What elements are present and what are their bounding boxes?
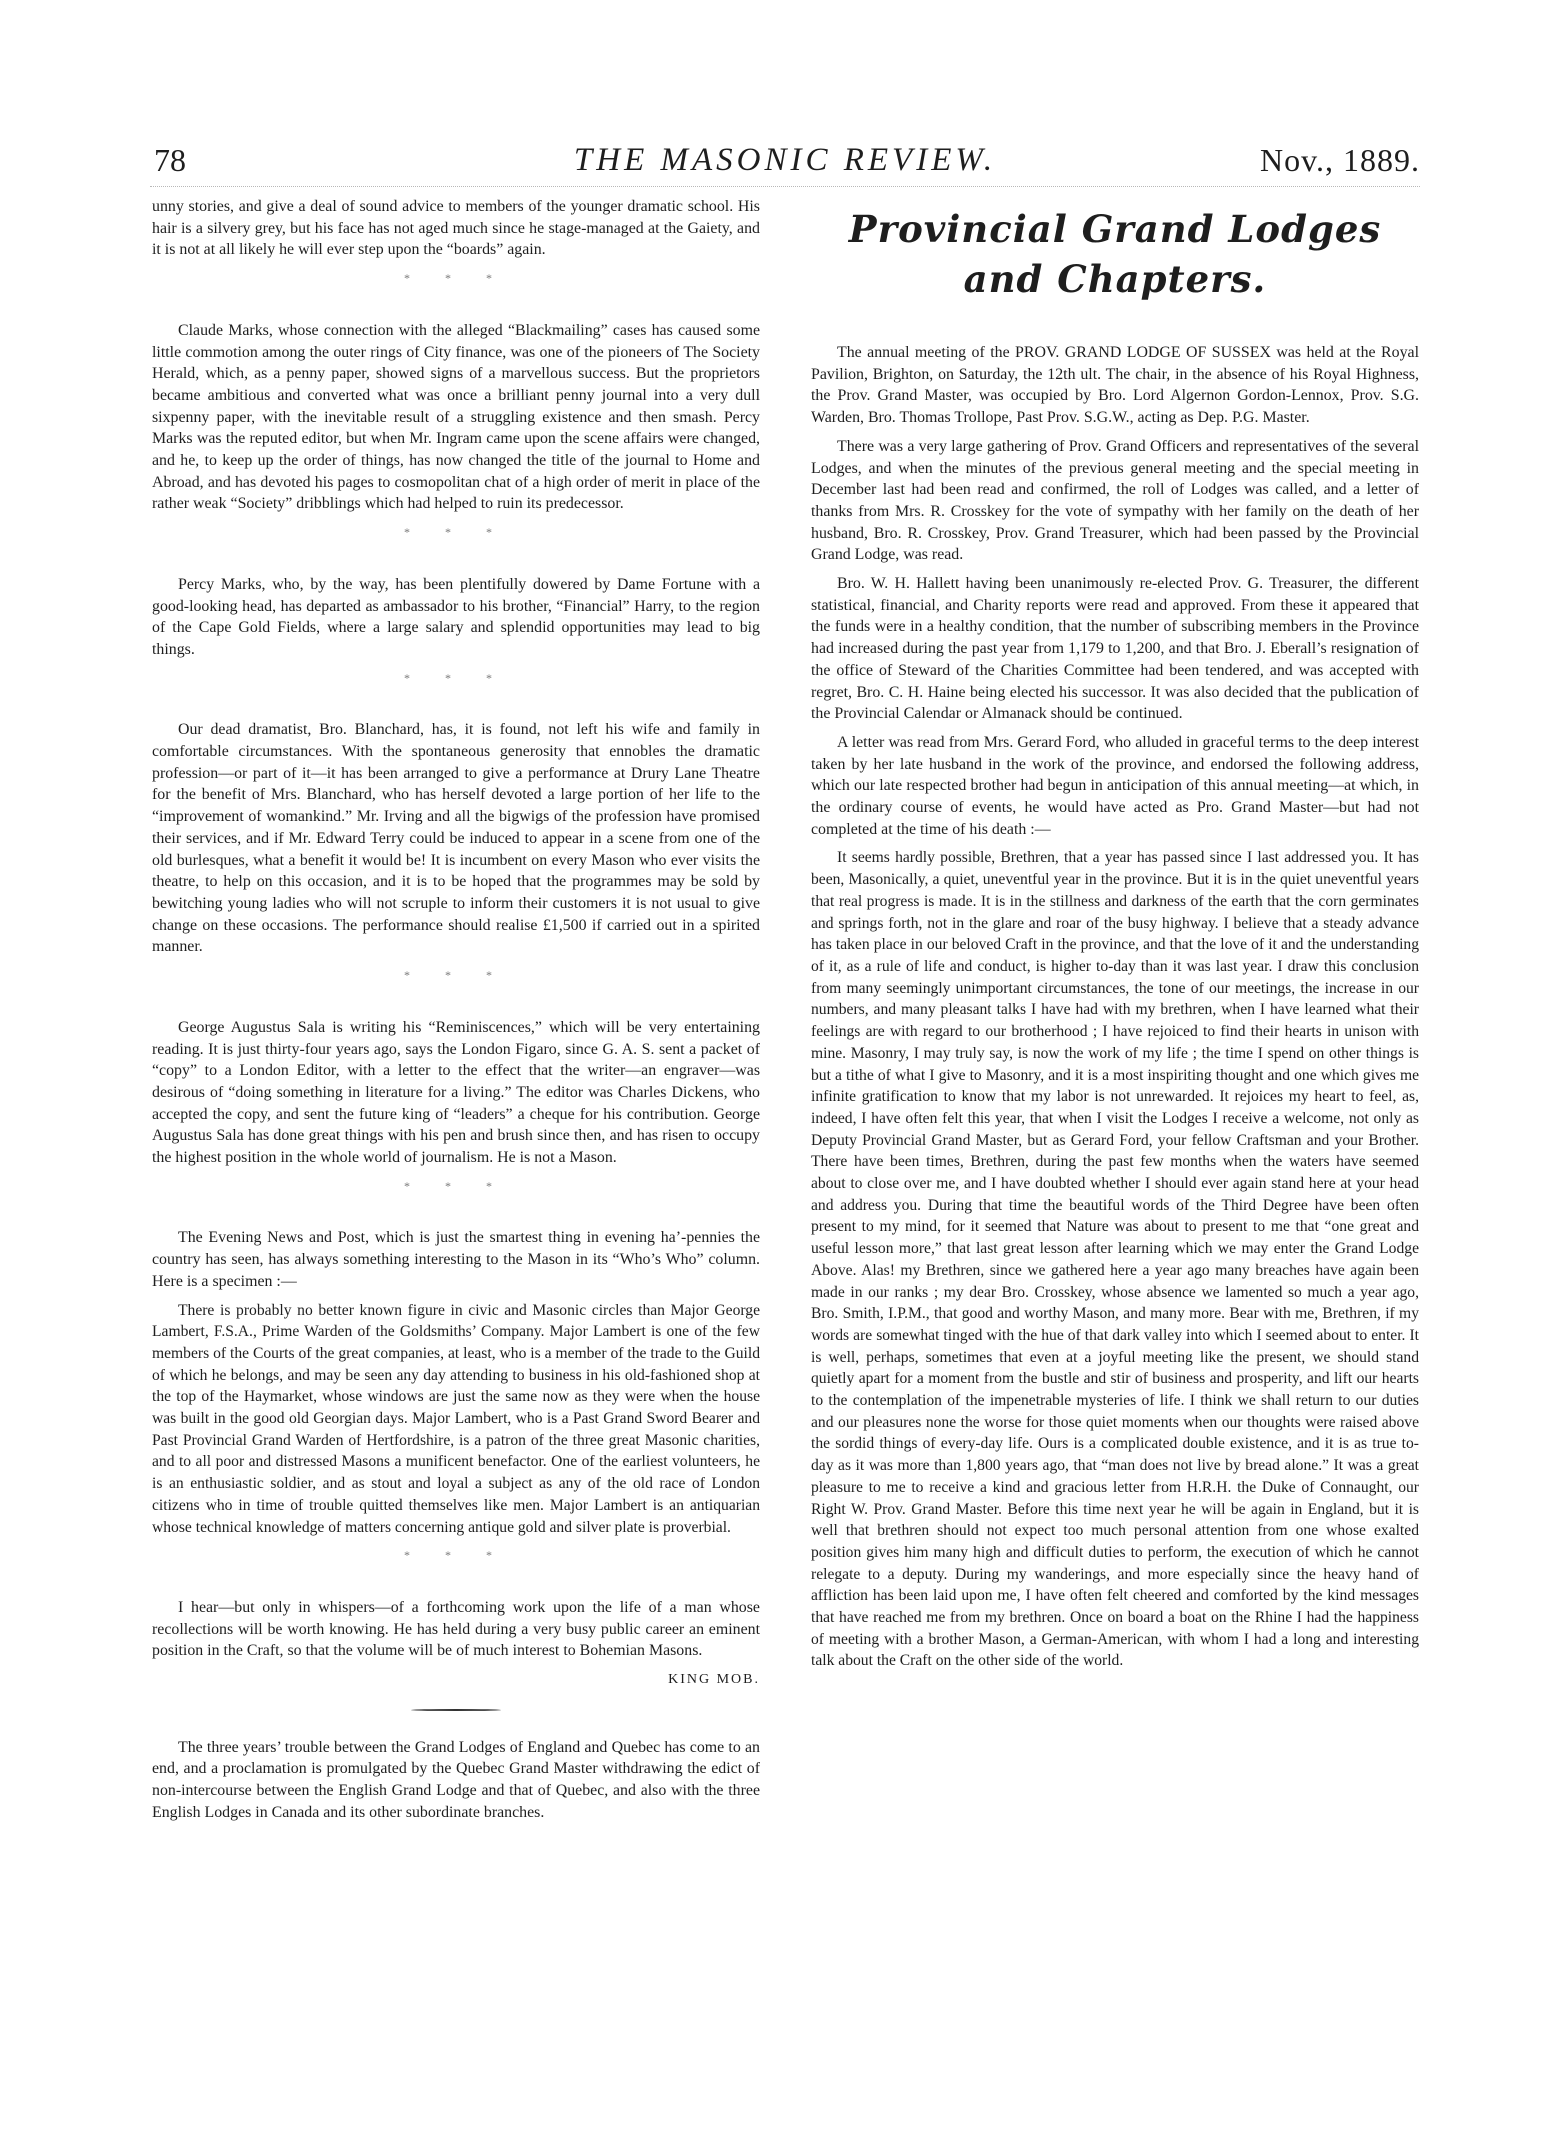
paragraph: The Evening News and Post, which is just the smartest thing in evening ha’-pennies the country has seen, has always something interesting to the Mason in its “Who’s Who” column. Here is a specimen :— bbox=[152, 1229, 760, 1290]
divider-rule bbox=[411, 1709, 501, 1711]
section-separator: * * * bbox=[404, 525, 508, 540]
section-separator: * * * bbox=[404, 271, 508, 286]
heading-line: Provincial Grand Lodges bbox=[848, 207, 1382, 251]
running-title: THE MASONIC REVIEW. bbox=[573, 142, 997, 178]
section-separator: * * * bbox=[404, 968, 508, 983]
quoted-address: It seems hardly possible, Brethren, that a year has passed since I last addressed you. It has been, Masonically, a quiet, uneventful year in the province. But it is in the quiet uneventful years that real progress is made. It is in the stillness and darkness of the earth that the corn germinates and springs forth, not in the glare and roar of the busy highway. I believe that a steady advance has taken place in our beloved Craft in the province, and that the love of it and the understanding of it, as a rule of life and conduct, is higher to-day than it was last year. I draw this conclusion from many seemingly unimportant circumstances, the tone of our meetings, the increase in our numbers, and many pleasant talks I have had with my brethren, when I have learned what their feelings are with regard to our brotherhood ; I have rejoiced to find their hearts in unison with mine. Masonry, I may truly say, is now the work of my life ; the time I spend on other things is but a tithe of what I give to Masonry, and it is a most inspiriting thought and one which gives me infinite gratification to know that my labor is not unrewarded. It rejoices my heart to feel, as, indeed, I have often felt this year, that when I visit the Lodges I receive a welcome, not only as Deputy Provincial Grand Master, but as Gerard Ford, your fellow Craftsman and your Brother. There have been times, Brethren, during the past few months when the waters have seemed about to close over me, and I have doubted whether I should ever again stand here at your head and address you. During that time the beautiful words of the Third Degree have been often present to my mind, for it seemed that Nature was about to present to me that “one great and useful lesson more,” that last great lesson after learning which we may enter the Grand Lodge Above. Alas! my Brethren, since we gathered here a year ago many breaches have again been made in our ranks ; my dear Bro. Crosskey, whose absence we lamented so much a year ago, Bro. Smith, I.P.M., that good and worthy Mason, and many more. Bear with me, Brethren, if my words are somewhat tinged with the hue of that dark valley into which I seemed about to enter. It is well, perhaps, sometimes that even at a joyful meeting like the present, we should stand quietly apart for a moment from the bustle and stir of business and prosperity, and lift our hearts to the contemplation of the impenetrable mysteries of life. I think we shall return to our duties and our pleasures none the worse for those quiet moments when our thoughts were raised above the sordid things of every-day life. Ours is a complicated double existence, and it is as true to-day as it was more than 1,800 years ago, that “man does not live by bread alone.” It was a great pleasure to me to receive a kind and gracious letter from H.R.H. the Duke of Connaught, our Right W. Prov. Grand Master. Before this time next year he will be again in England, but it is well that brethren should not expect too much personal attention from one whose exalted position gives him many high and difficult duties to perform, the execution of which he cannot relegate to a deputy. During my wanderings, and more especially since the heavy hand of affliction has been laid upon me, I have often felt cheered and comforted by the kind messages that have reached me from my brethren. Once on board a boat on the Rhine I had the happiness of meeting with a brother Mason, a German-American, with whom I had a long and interesting talk about the Craft on the other side of the world. bbox=[811, 849, 1419, 1670]
header-rule bbox=[150, 186, 1420, 187]
paragraph: The three years’ trouble between the Grand Lodges of England and Quebec has come to an end, and a proclamation is promulgated by the Quebec Grand Master withdrawing the edict of non-intercourse between the English Grand Lodge and that of Quebec, and also with the three English Lodges in Canada and its other subordinate branches. bbox=[152, 1738, 760, 1821]
paragraph: I hear—but only in whispers—of a forthcoming work upon the life of a man whose recollections will be worth knowing. He has held during a very busy public career an eminent position in the Craft, so that the volume will be of much interest to Bohemian Masons. bbox=[152, 1598, 760, 1660]
heading-line: and Chapters. bbox=[963, 257, 1267, 301]
paragraph: unny stories, and give a deal of sound advice to members of the younger dramatic school. His hair is a silvery grey, but his face has not aged much since he stage-managed at the Gaiety, and it is not at all likely he will ever step upon the “boards” again. bbox=[152, 198, 760, 259]
quoted-paragraph: There is probably no better known figure in civic and Masonic circles than Major George Lambert, F.S.A., Prime Warden of the Goldsmiths’ Company. Major Lambert is one of the few members of the Courts of the great companies, at least, who is a member of the trade to the Guild of which he belongs, and may be seen any day attending to business in his old-fashioned shop at the top of the Haymarket, whose windows are just the same now as they were when the house was built in the good old Georgian days. Major Lambert, who is a Past Grand Sword Bearer and Past Provincial Grand Warden of Hertfordshire, is a patron of the three great Masonic charities, and to all poor and distressed Masons a munificent benefactor. One of the earliest volunteers, he is an enthusiastic soldier, and as stout and loyal a subject as any of the old race of London citizens who in time of trouble quitted themselves like men. Major Lambert is an antiquarian whose technical knowledge of matters concerning antique gold and silver plate is proverbial. bbox=[152, 1301, 760, 1536]
paragraph: Percy Marks, who, by the way, has been plentifully dowered by Dame Fortune with a good-looking head, has departed as ambassador to his brother, “Financial” Harry, to the region of the Cape Gold Fields, where a large salary and splendid opportunities may lead to big things. bbox=[152, 575, 760, 658]
paragraph: The annual meeting of the PROV. GRAND LODGE OF SUSSEX was held at the Royal Pavilion, Brighton, on Saturday, the 12th ult. The chair, in the absence of his Royal Highness, the Prov. Grand Master, was occupied by Bro. Lord Algernon Gordon-Lennox, Prov. S.G. Warden, Bro. Thomas Trollope, Past Prov. S.G.W., acting as Dep. P.G. Master. bbox=[811, 344, 1419, 427]
left-column bbox=[152, 196, 760, 2136]
right-column bbox=[811, 196, 1419, 2136]
author-signature: KING MOB. bbox=[668, 1672, 760, 1688]
paragraph: There was a very large gathering of Prov. Grand Officers and representatives of the several Lodges, and when the minutes of the previous general meeting and the special meeting in December last had been read and confirmed, the roll of Lodges was called, and a letter of thanks from Mrs. R. Crosskey for the vote of sympathy with her family on the death of her husband, Bro. R. Crosskey, Prov. Grand Treasurer, which had been passed by the Provincial Grand Lodge, was read. bbox=[811, 437, 1419, 564]
section-separator: * * * bbox=[404, 670, 508, 685]
paragraph: A letter was read from Mrs. Gerard Ford, who alluded in graceful terms to the deep interest taken by her late husband in the work of the province, and endorsed the following address, which our late respected brother had begun in anticipation of this annual meeting—at which, in the ordinary course of events, he would have acted as Pro. Grand Master—but had not completed at the time of his death :— bbox=[811, 733, 1419, 838]
issue-date: Nov., 1889. bbox=[1259, 142, 1420, 178]
page-number: 78 bbox=[154, 142, 186, 178]
paragraph: Claude Marks, whose connection with the alleged “Blackmailing” cases has caused some little commotion among the outer rings of City finance, was one of the pioneers of The Society Herald, which, as a penny paper, showed signs of a marvellous success. But the proprietors became ambitious and converted what was once a brilliant penny journal into a very dull sixpenny paper, with the inevitable result of a struggling existence and then smash. Percy Marks was the reputed editor, but when Mr. Ingram came upon the scene affairs were changed, and he, to keep up the order of things, has now changed the title of the journal to Home and Abroad, and has devoted his pages to cosmopolitan chat of a high order of merit in place of the rather weak “Society” dribblings which had helped to ruin its predecessor. bbox=[152, 321, 760, 513]
paragraph: Bro. W. H. Hallett having been unanimously re-elected Prov. G. Treasurer, the different statistical, financial, and Charity reports were read and approved. From these it appeared that the funds were in a healthy condition, that the number of subscribing members in the Province had increased during the past year from 1,179 to 1,200, and that Bro. J. Eberall’s resignation of the office of Steward of the Charities Committee had been tendered, and was accepted with regret, Bro. C. H. Haine being elected his successor. It was also decided that the publication of the Provincial Calendar or Almanack should be continued. bbox=[811, 575, 1419, 723]
paragraph: George Augustus Sala is writing his “Reminiscences,” which will be very entertaining reading. It is just thirty-four years ago, says the London Figaro, since G. A. S. sent a packet of “copy” to a London Editor, with a letter to the effect that the writer—an engraver—was desirous of “doing something in literature for a living.” The editor was Charles Dickens, who accepted the copy, and sent the future king of “leaders” a cheque for his contribution. George Augustus Sala has done great things with his pen and brush since then, and has risen to occupy the highest position in the whole world of journalism. He is not a Mason. bbox=[152, 1018, 760, 1167]
page-header bbox=[150, 142, 1420, 188]
section-separator: * * * bbox=[404, 1178, 508, 1193]
section-separator: * * * bbox=[404, 1548, 508, 1563]
section-heading bbox=[811, 204, 1419, 304]
paragraph: Our dead dramatist, Bro. Blanchard, has, it is found, not left his wife and family in comfortable circumstances. With the spontaneous generosity that ennobles the dramatic profession—or part of it—it has been arranged to give a performance at Drury Lane Theatre for the benefit of Mrs. Blanchard, who has herself devoted a large portion of her life to the “improvement of womankind.” Mr. Irving and all the bigwigs of the profession have promised their services, and if Mr. Edward Terry could be induced to appear in a scene from one of the old burlesques, what a benefit it would be! It is incumbent on every Mason who ever visits the theatre, to help on this occasion, and it is to be hoped that the programmes may be sold by bewitching young ladies who will not scruple to inform their customers it is not usual to give change on these occasions. The performance should realise £1,500 if carried out in a spirited manner. bbox=[152, 721, 760, 956]
